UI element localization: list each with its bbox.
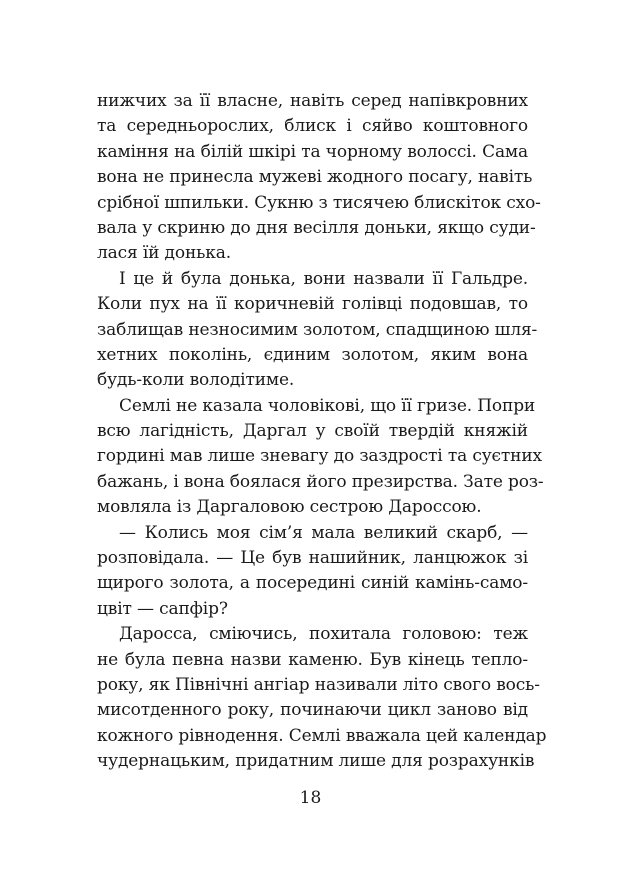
text-line: Даросса, сміючись, похитала головою: теж bbox=[119, 624, 528, 645]
text-line: та середньорослих, блиск і сяйво коштовного bbox=[97, 116, 528, 137]
text-line: року, як Північні ангіар називали літо свого вось- bbox=[97, 674, 540, 695]
paragraph bbox=[97, 394, 544, 521]
text-line: — Колись моя сім’я мала великий скарб, — bbox=[119, 522, 528, 543]
text-line: вала у скриню до дня весілля доньки, якщо суди- bbox=[97, 217, 536, 238]
text-line: нижчих за її власне, навіть серед напівкровних bbox=[97, 91, 528, 111]
paragraph bbox=[97, 622, 547, 774]
text-line: каміння на білій шкірі та чорному волоссі. Сама bbox=[97, 141, 528, 162]
text-line: всю лагідність, Даргал у своїй твердій княжій bbox=[97, 421, 528, 442]
text-line: хетних поколінь, єдиним золотом, яким вона bbox=[97, 344, 528, 365]
text-line: заблищав незносимим золотом, спадщиною шля- bbox=[97, 319, 538, 340]
text-line: І це й була донька, вони назвали її Гальдре. bbox=[119, 268, 528, 289]
text-line: лася їй донька. bbox=[97, 243, 231, 264]
text-line: щирого золота, а посередині синій камінь-само- bbox=[97, 573, 528, 594]
text-line: мовляла із Даргаловою сестрою Дароссою. bbox=[97, 497, 482, 518]
text-line: розповідала. — Це був нашийник, ланцюжок зі bbox=[97, 548, 528, 569]
text-line: кожного рівнодення. Семлі вважала цей календар bbox=[97, 725, 547, 746]
text-line: бажань, і вона боялася його презирства. Зате роз- bbox=[97, 471, 544, 492]
paragraph bbox=[97, 89, 541, 267]
text-line: Коли пух на її коричневій голівці подовшав, то bbox=[97, 294, 528, 315]
text-line: чудернацьким, придатним лише для розрахунків bbox=[97, 751, 535, 772]
book-page-text bbox=[97, 89, 547, 775]
text-line: вона не принесла мужеві жодного посагу, навіть bbox=[97, 167, 533, 188]
text-line: гордині мав лише зневагу до заздрості та суєтних bbox=[97, 446, 542, 467]
paragraph bbox=[97, 267, 538, 394]
page-number: 18 bbox=[299, 788, 322, 808]
text-line: будь-коли володітиме. bbox=[97, 370, 295, 391]
text-line: не була певна назви каменю. Був кінець тепло- bbox=[97, 649, 528, 670]
text-line: срібної шпильки. Сукню з тисячею блискіток схо- bbox=[97, 192, 541, 213]
text-line: цвіт — сапфір? bbox=[97, 598, 228, 619]
paragraph bbox=[97, 521, 528, 623]
text-line: Семлі не казала чоловікові, що її гризе. Попри bbox=[119, 395, 536, 416]
text-line: мисотденного року, починаючи цикл заново від bbox=[97, 700, 528, 721]
